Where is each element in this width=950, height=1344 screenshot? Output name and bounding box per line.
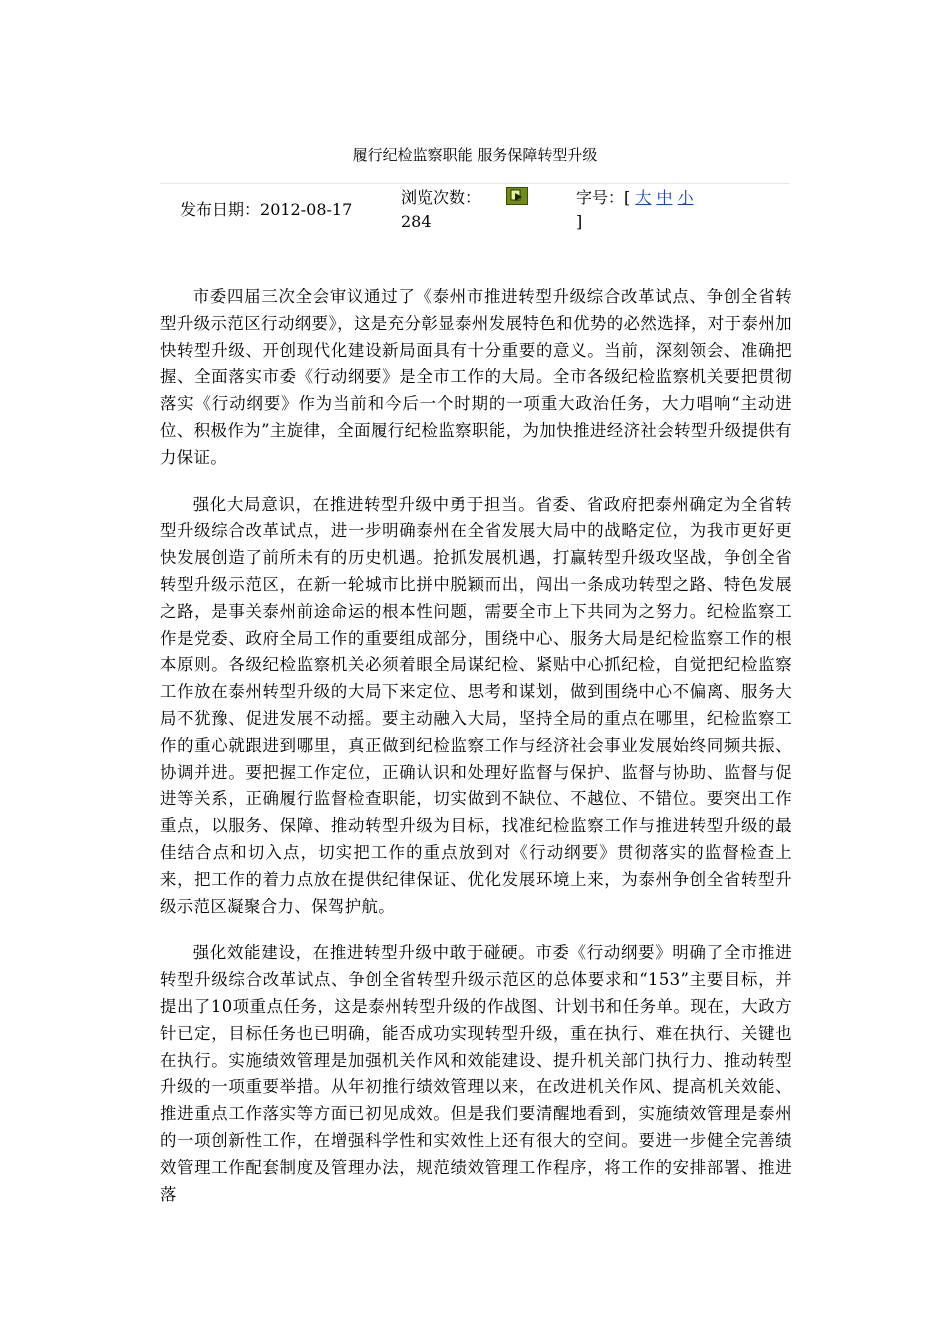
- font-size-label: 字号：[: [576, 188, 631, 207]
- publish-date-value: 2012-08-17: [260, 200, 353, 219]
- view-count-label: 浏览次数：: [401, 188, 482, 207]
- article-paragraph: 市委四届三次全会审议通过了《泰州市推进转型升级综合改革试点、争创全省转型升级示范区行动纲要》，这是充分彰显泰州发展特色和优势的必然选择，对于泰州加快转型升级、开创现代化建设新局面具有十分重要的意义。当前，深刻领会、准确把握、全面落实市委《行动纲要》是全市工作的大局。全市各级纪检监察机关要把贯彻落实《行动纲要》作为当前和今后一个时期的一项重大政治任务，大力唱响“主动进位、积极作为”主旋律，全面履行纪检监察职能，为加快推进经济社会转型升级提供有力保证。: [160, 287, 792, 467]
- page-title: 履行纪检监察职能 服务保障转型升级: [352, 146, 598, 164]
- document-arrow-icon: [506, 187, 528, 205]
- article-paragraph: 强化效能建设，在推进转型升级中敢于碰硬。市委《行动纲要》明确了全市推进转型升级综合改革试点、争创全省转型升级示范区的总体要求和“153”主要目标，并提出了10项重点任务，这是泰州转型升级的作战图、计划书和任务单。现在，大政方针已定，目标任务也已明确，能否成功实现转型升级，重在执行、难在执行、关键也在执行。实施绩效管理是加强机关作风和效能建设、提升机关部门执行力、推动转型升级的一项重要举措。从年初推行绩效管理以来，在改进机关作风、提高机关效能、推进重点工作落实等方面已初见成效。但是我们要清醒地看到，实施绩效管理是泰州的一项创新性工作，在增强科学性和实效性上还有很大的空间。要进一步健全完善绩效管理工作配套制度及管理办法，规范绩效管理工作程序，将工作的安排部署、推进落: [160, 943, 792, 1204]
- font-size-small-link[interactable]: 小: [677, 188, 694, 207]
- publish-date-label: 发布日期：: [180, 200, 261, 219]
- article-paragraph: 强化大局意识，在推进转型升级中勇于担当。省委、省政府把泰州确定为全省转型升级综合改革试点，进一步明确泰州在全省发展大局中的战略定位，为我市更好更快发展创造了前所未有的历史机遇。抢抓发展机遇，打赢转型升级攻坚战，争创全省转型升级示范区，在新一轮城市比拼中脱颖而出，闯出一条成功转型之路、特色发展之路，是事关泰州前途命运的根本性问题，需要全市上下共同为之努力。纪检监察工作是党委、政府全局工作的重要组成部分，围绕中心、服务大局是纪检监察工作的根本原则。各级纪检监察机关必须着眼全局谋纪检、紧贴中心抓纪检，自觉把纪检监察工作放在泰州转型升级的大局下来定位、思考和谋划，做到围绕中心不偏离、服务大局不犹豫、促进发展不动摇。要主动融入大局，坚持全局的重点在哪里，纪检监察工作的重心就跟进到哪里，真正做到纪检监察工作与经济社会事业发展始终同频共振、协调并进。要把握工作定位，正确认识和处理好监督与保护、监督与协助、监督与促进等关系，正确履行监督检查职能，切实做到不缺位、不越位、不错位。要突出工作重点，以服务、保障、推动转型升级为目标，找准纪检监察工作与推进转型升级的最佳结合点和切入点，切实把工作的重点放到对《行动纲要》贯彻落实的监督检查上来，把工作的着力点放在提供纪律保证、优化发展环境上来，为泰州争创全省转型升级示范区凝聚合力、保驾护航。: [160, 494, 792, 916]
- view-count-value: 284: [401, 212, 432, 231]
- font-size-medium-link[interactable]: 中: [656, 188, 673, 207]
- article-body: [160, 284, 792, 1228]
- font-size-selector: [576, 186, 746, 234]
- publish-date: [180, 199, 352, 221]
- font-size-large-link[interactable]: 大: [635, 188, 652, 207]
- font-size-close-bracket: ]: [576, 212, 583, 231]
- meta-divider: [160, 183, 790, 184]
